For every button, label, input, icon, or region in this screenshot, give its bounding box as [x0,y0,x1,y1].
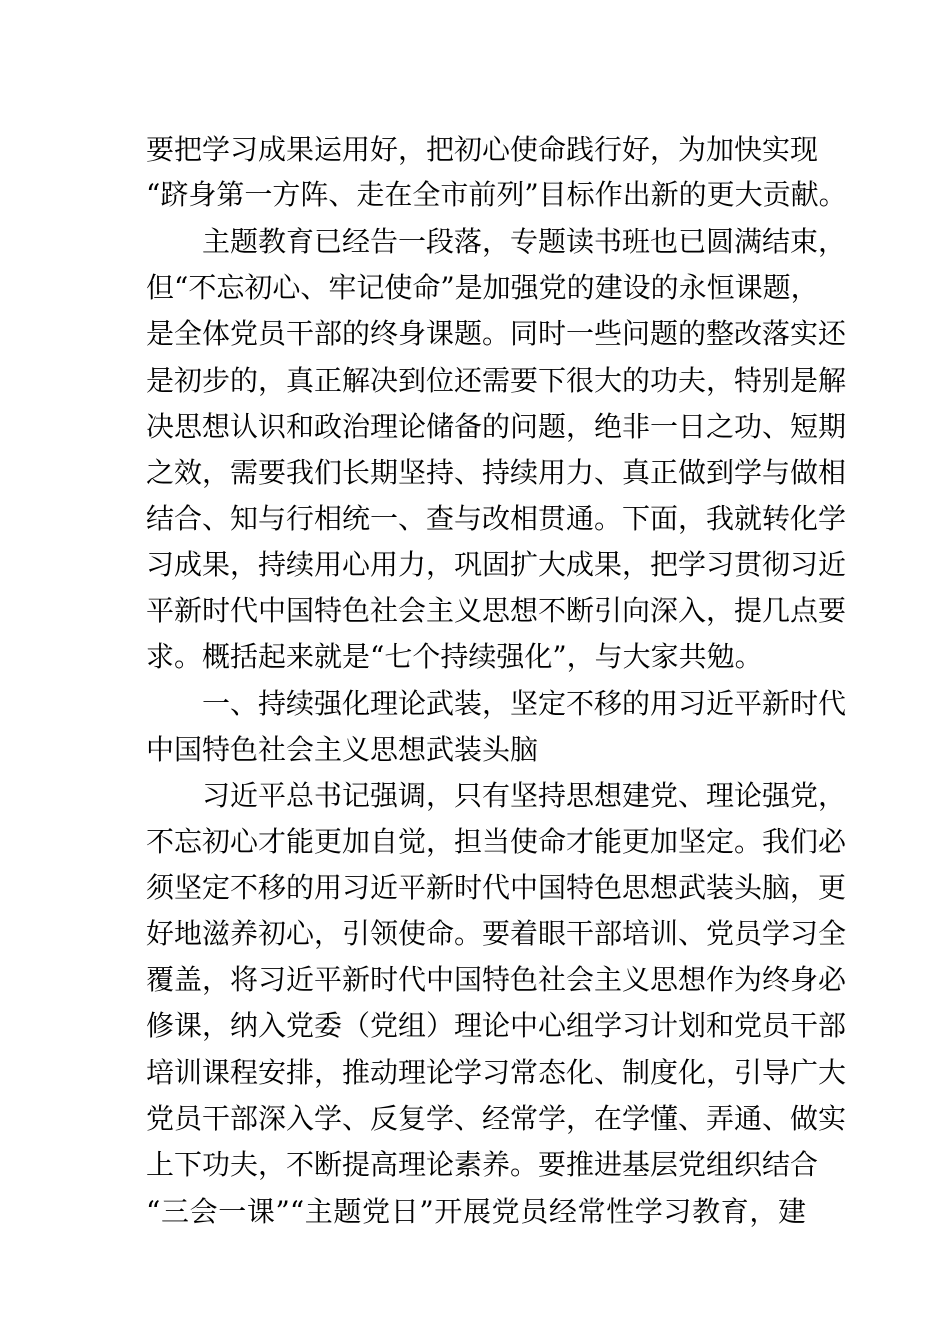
text-line: 要把学习成果运用好，把初心使命践行好，为加快实现 [146,133,819,166]
text-line: 党员干部深入学、反复学、经常学，在学懂、弄通、做实 [146,1102,847,1135]
text-line: 决思想认识和政治理论储备的问题，绝非一日之功、短期 [146,410,847,443]
text-line: 但“不忘初心、牢记使命”是加强党的建设的永恒课题， [146,271,819,304]
text-line: 须坚定不移的用习近平新时代中国特色思想武装头脑，更 [146,871,847,904]
text-line: 覆盖，将习近平新时代中国特色社会主义思想作为终身必 [146,963,847,996]
text-line: 好地滋养初心，引领使命。要着眼干部培训、党员学习全 [146,917,847,950]
paragraph-start-line: 主题教育已经告一段落，专题读书班也已圆满结束， [202,225,847,258]
text-line: 上下功夫，不断提高理论素养。要推进基层党组织结合 [146,1148,819,1181]
paragraph-start-line: 习近平总书记强调，只有坚持思想建党、理论强党， [202,779,847,812]
text-line: 平新时代中国特色社会主义思想不断引向深入，提几点要 [146,594,847,627]
text-line: 之效，需要我们长期坚持、持续用力、真正做到学与做相 [146,456,847,489]
text-line: 结合、知与行相统一、查与改相贯通。下面，我就转化学 [146,502,847,535]
text-line: 培训课程安排，推动理论学习常态化、制度化，引导广大 [146,1056,847,1089]
section-heading-line: 中国特色社会主义思想武装头脑 [146,733,539,766]
text-line: 是全体党员干部的终身课题。同时一些问题的整改落实还 [146,317,847,350]
text-line: 习成果，持续用心用力，巩固扩大成果，把学习贯彻习近 [146,548,847,581]
text-line: 修课，纳入党委（党组）理论中心组学习计划和党员干部 [146,1009,847,1042]
text-line: “三会一课”“主题党日”开展党员经常性学习教育，建 [146,1195,806,1228]
text-line: 不忘初心才能更加自觉，担当使命才能更加坚定。我们必 [146,825,847,858]
text-line: “跻身第一方阵、走在全市前列”目标作出新的更大贡献。 [146,178,847,211]
text-line: 是初步的，真正解决到位还需要下很大的功夫，特别是解 [146,364,847,397]
section-heading-line: 一、持续强化理论武装，坚定不移的用习近平新时代 [202,687,847,720]
text-line: 求。概括起来就是“七个持续强化”，与大家共勉。 [146,640,763,673]
